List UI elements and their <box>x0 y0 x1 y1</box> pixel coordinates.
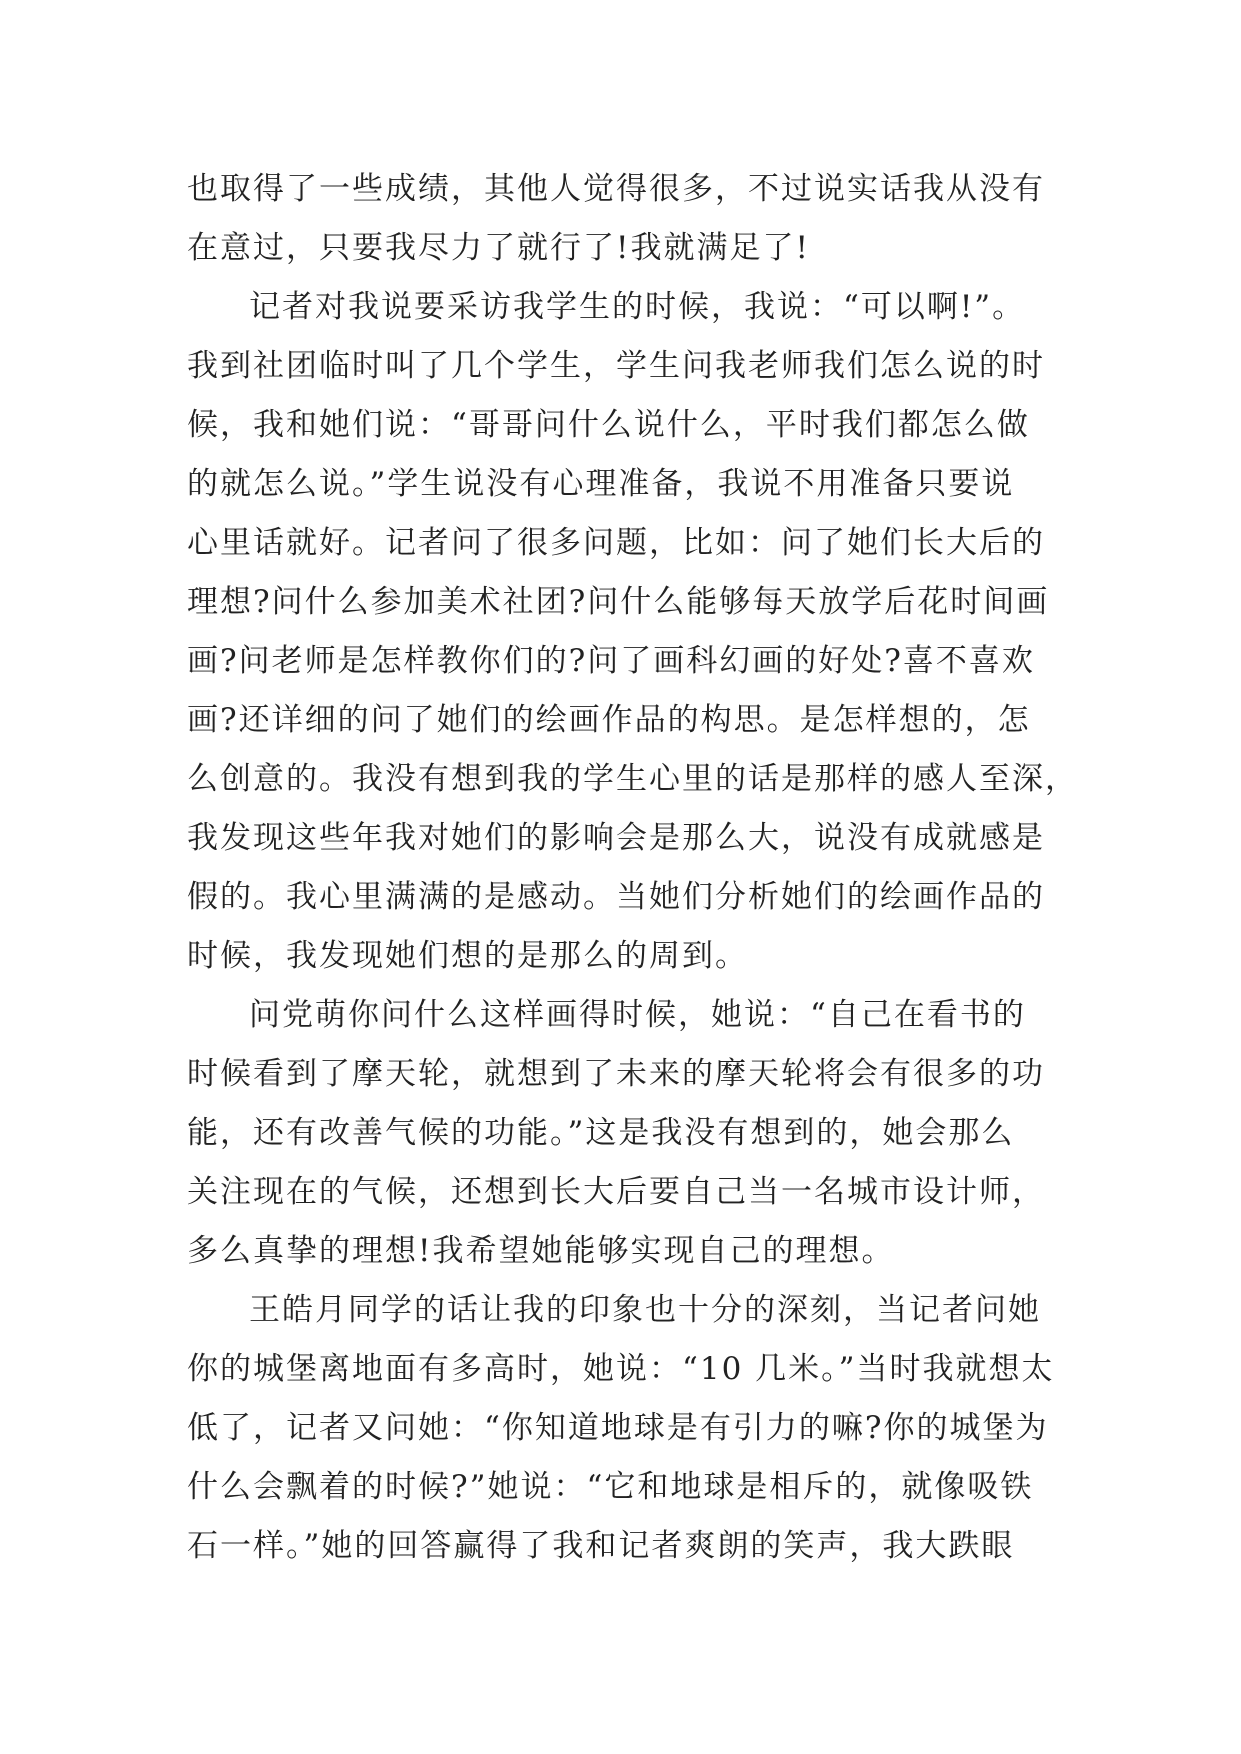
text-line: 低了，记者又问她：“你知道地球是有引力的嘛?你的城堡为 <box>187 1410 1049 1446</box>
text-line: 你的城堡离地面有多高时，她说：“10 几米。”当时我就想太 <box>187 1351 1055 1387</box>
text-line: 候，我和她们说：“哥哥问什么说什么，平时我们都怎么做 <box>187 407 1030 443</box>
text-line: 理想?问什么参加美术社团?问什么能够每天放学后花时间画 <box>187 584 1050 620</box>
text-line: 假的。我心里满满的是感动。当她们分析她们的绘画作品的 <box>187 879 1045 915</box>
paragraph-start-line: 问党萌你问什么这样画得时候，她说：“自己在看书的 <box>249 997 1026 1033</box>
paragraph-start-line: 记者对我说要采访我学生的时候，我说：“可以啊!”。 <box>249 289 1026 325</box>
text-line: 在意过，只要我尽力了就行了!我就满足了! <box>187 230 810 266</box>
text-line: 时候看到了摩天轮，就想到了未来的摩天轮将会有很多的功 <box>187 1056 1045 1092</box>
text-line: 画?还详细的问了她们的绘画作品的构思。是怎样想的，怎 <box>187 702 1031 738</box>
text-line: 我到社团临时叫了几个学生，学生问我老师我们怎么说的时 <box>187 348 1045 384</box>
text-line: 的就怎么说。”学生说没有心理准备，我说不用准备只要说 <box>187 466 1015 502</box>
text-line: 画?问老师是怎样教你们的?问了画科幻画的好处?喜不喜欢 <box>187 643 1035 679</box>
text-line: 我发现这些年我对她们的影响会是那么大，说没有成就感是 <box>187 820 1045 856</box>
text-line: 什么会飘着的时候?”她说：“它和地球是相斥的，就像吸铁 <box>187 1469 1034 1505</box>
text-line: 也取得了一些成绩，其他人觉得很多，不过说实话我从没有 <box>187 171 1045 207</box>
text-line: 么创意的。我没有想到我的学生心里的话是那样的感人至深， <box>187 761 1078 797</box>
body-text <box>187 160 1078 1576</box>
text-line: 石一样。”她的回答赢得了我和记者爽朗的笑声，我大跌眼 <box>187 1528 1015 1564</box>
text-line: 关注现在的气候，还想到长大后要自己当一名城市设计师， <box>187 1174 1045 1210</box>
paragraph-start-line: 王皓月同学的话让我的印象也十分的深刻，当记者问她 <box>249 1292 1041 1328</box>
text-line: 心里话就好。记者问了很多问题，比如：问了她们长大后的 <box>187 525 1045 561</box>
text-line: 能，还有改善气候的功能。”这是我没有想到的，她会那么 <box>187 1115 1015 1151</box>
text-line: 多么真挚的理想!我希望她能够实现自己的理想。 <box>187 1233 895 1269</box>
text-line: 时候，我发现她们想的是那么的周到。 <box>187 938 748 974</box>
